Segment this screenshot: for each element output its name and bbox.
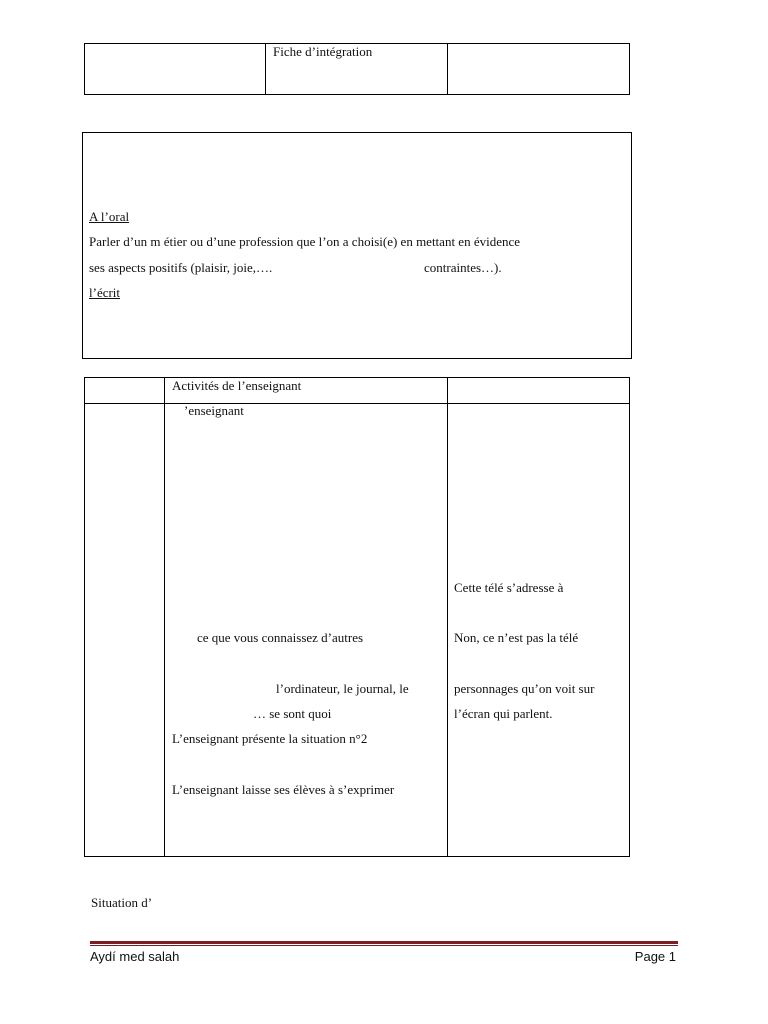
teacher-line-2: ce que vous connaissez d’autres	[197, 630, 364, 645]
teacher-line-4: … se sont quoi	[253, 706, 332, 721]
student-line-2: Non, ce n’est pas la télé	[454, 630, 579, 645]
activity-table-header-rule	[84, 403, 630, 404]
footer-rule-thin	[90, 945, 678, 946]
heading-ecrit: l’écrit	[89, 285, 121, 300]
activity-table-col-divider-2	[447, 377, 448, 857]
teacher-line-3: l’ordinateur, le journal, le	[276, 681, 409, 696]
footer-page-number: Page 1	[634, 949, 676, 964]
header-table-divider-2	[447, 43, 448, 95]
page-title: Fiche d’intégration	[273, 44, 373, 59]
student-line-4: l’écran qui parlent.	[454, 706, 553, 721]
teacher-line-1: ’enseignant	[184, 403, 244, 418]
activity-table-col-divider-1	[164, 377, 165, 857]
oral-line-2a: ses aspects positifs (plaisir, joie,….	[89, 260, 273, 275]
situation-text: Situation d’	[91, 895, 153, 910]
header-table-divider-1	[265, 43, 266, 95]
student-line-3: personnages qu’on voit sur	[454, 681, 595, 696]
footer-author: Aydí med salah	[90, 949, 180, 964]
student-line-1: Cette télé s’adresse à	[454, 580, 564, 595]
oral-line-1: Parler d’un m étier ou d’une profession que l’on a choisi(e) en mettant en évidence	[89, 234, 521, 249]
heading-oral: A l’oral	[89, 209, 130, 224]
footer-rule-thick	[90, 941, 678, 944]
col-header-teacher: Activités de l’enseignant	[172, 378, 302, 393]
teacher-line-6: L’enseignant laisse ses élèves à s’exprimer	[172, 782, 395, 797]
teacher-line-5: L’enseignant présente la situation n°2	[172, 731, 368, 746]
oral-line-2b: contraintes…).	[424, 260, 502, 275]
